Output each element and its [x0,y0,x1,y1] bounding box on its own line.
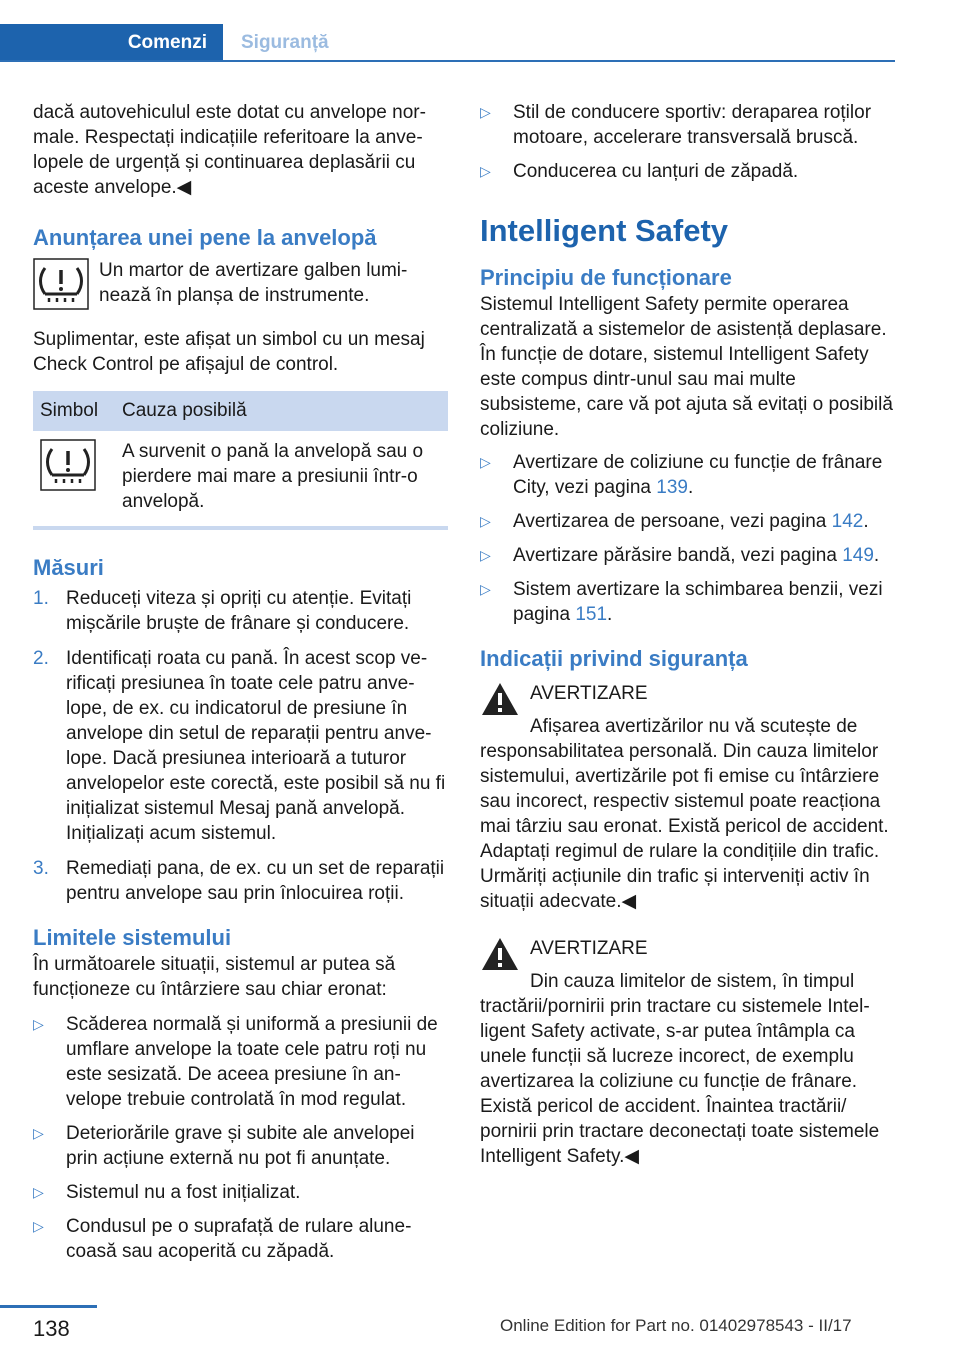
symbol-table [33,391,448,526]
warning-text-first: Afișarea avertizărilor nu vă scutește de [530,716,858,737]
warning-text: tractării/pornirii prin tractare cu sistemele Intelligent Safety activate, s-ar putea întâmpla ca unele funcții să lucreze incorect, de exemplu avertizarea la coliziune cu funcție de frânare. Există pericol de accident. Înaintea tractării/ pornirii prin tractare deconectați toate sistemele Intelligent Safety.◀ [480,996,880,1167]
list-item: ▷ Avertizare părăsire bandă, vezi pagina 149. [480,545,880,566]
table-cell-symbol [33,431,115,526]
warning-text: responsabilitatea personală. Din cauza limitelor sistemului, avertizările pot fi emise cu întârziere sau incorect, respectiv sistemul poate reacționa mai târziu sau eronat. Există pericol de accident. Adaptați regimul de rulare la condițiile din trafic. Urmăriți acțiunile din trafic și interveniți activ în situații adecvate.◀ [480,741,889,912]
warning-light-row [33,258,448,315]
list-item: 2. Identificați roata cu pană. În acest scop verificați presiunea în toate cele patru anvelope, de ex. cu indicatorul de presiune în anvelope din setul de reparații pentru anvelope. Dacă presiunea interioară a tuturor anvelopelor este corectă, este posibil să nu fi inițializat sistemul Mesaj pană anvelopă. Inițializați acum sistemul. [33,648,446,844]
warning-title: AVERTIZARE [530,683,648,704]
page-link[interactable]: 149 [842,545,874,566]
page-link[interactable]: 151 [575,604,608,625]
heading-flat-tire: Anunțarea unei pene la anvelopă [33,225,377,250]
list-item: 3. Remediați pana, de ex. cu un set de reparații pentru anvelope sau prin înlocuirea roții. [33,858,445,904]
page-link[interactable]: 139 [656,477,688,498]
footer-rule [0,1305,97,1308]
tire-pressure-warning-icon [33,258,99,315]
heading-safety-notes: Indicații privind siguranța [480,646,748,671]
list-item: ▷ Sistemul nu a fost inițializat. [33,1182,301,1203]
header-rule [0,60,895,62]
tire-pressure-warning-icon [40,439,96,491]
check-control-text: Suplimentar, este afișat un simbol cu un mesaj Check Control pe afișajul de control. [33,329,425,375]
warning-triangle-icon [480,936,530,977]
warning-title: AVERTIZARE [530,938,648,959]
measures-list [33,586,448,906]
conditions-list [480,100,896,184]
heading-measures: Măsuri [33,555,104,580]
heading-intelligent-safety: Intelligent Safety [480,213,729,248]
page-link[interactable]: 142 [831,511,864,532]
heading-principle: Principiu de funcționare [480,265,732,290]
page-number: 138 [33,1316,70,1341]
list-item: ▷ Avertizare de coliziune cu funcție de frânare City, vezi pagina 139. [480,452,883,498]
warning-triangle-icon [480,681,530,722]
features-list [480,450,896,627]
table-header-cause: Cauza posibilă [115,391,448,431]
list-item: 1. Reduceți viteza și opriți cu atenție. Evitați mișcările bruște de frânare și conducere. [33,588,412,634]
list-item: ▷ Condusul pe o suprafață de rulare alunecoasă sau acoperită cu zăpadă. [33,1216,412,1262]
table-header-symbol: Simbol [33,391,115,431]
list-item: ▷ Stil de conducere sportiv: deraparea roților motoare, accelerare transversală bruscă. [480,102,872,148]
left-column [33,100,448,1273]
warning-light-text: Un martor de avertizare galben luminează în planșa de instrumente. [99,260,408,306]
warning-block-2 [480,936,896,1169]
list-item: ▷ Sistem avertizare la schimbarea benzii, vezi pagina 151. [480,579,883,625]
list-item: ▷ Deteriorările grave și subite ale anvelopei prin acțiune externă nu pot fi anunțate. [33,1123,415,1169]
right-column [480,100,896,1169]
principle-paragraph: Sistemul Intelligent Safety permite operarea centralizată a sistemelor de asistență deplasare. În funcție de dotare, sistemul Intelligent Safety este compus dintr-unul sau mai multe subsisteme, care vă pot ajuta să evitați o posibilă coliziune. [480,294,893,440]
limits-intro: În următoarele situații, sistemul ar putea să funcționeze cu întârziere sau chiar eronat: [33,954,396,1000]
warning-text-first: Din cauza limitelor de sistem, în timpul [530,971,855,992]
edition-note: Online Edition for Part no. 01402978543 - II/17 [500,1316,852,1335]
list-item: ▷ Avertizarea de persoane, vezi pagina 142. [480,511,869,532]
intro-paragraph: dacă autovehiculul este dotat cu anvelope normale. Respectați indicațiile referitoare la anvelopele de urgență și continuarea deplasării cu aceste anvelope.◀ [33,102,426,198]
table-cell-cause: A survenit o pană la anvelopă sau o pierdere mai mare a presiunii într-o anvelopă. [122,441,424,512]
list-item: ▷ Scăderea normală și uniformă a presiunii de umflare anvelope la toate cele patru roți nu este sesizată. De aceea presiune în anvelope trebuie controlată în mod regulat. [33,1014,438,1110]
warning-block-1 [480,681,896,914]
limits-list [33,1012,448,1264]
table-row [33,431,448,526]
tab-comenzi[interactable]: Comenzi [0,24,223,62]
table-bottom-rule [33,526,448,530]
heading-system-limits: Limitele sistemului [33,925,232,950]
header-tabs [0,24,895,62]
list-item: ▷ Conducerea cu lanțuri de zăpadă. [480,161,799,182]
tab-siguranta[interactable]: Siguranță [241,32,329,53]
